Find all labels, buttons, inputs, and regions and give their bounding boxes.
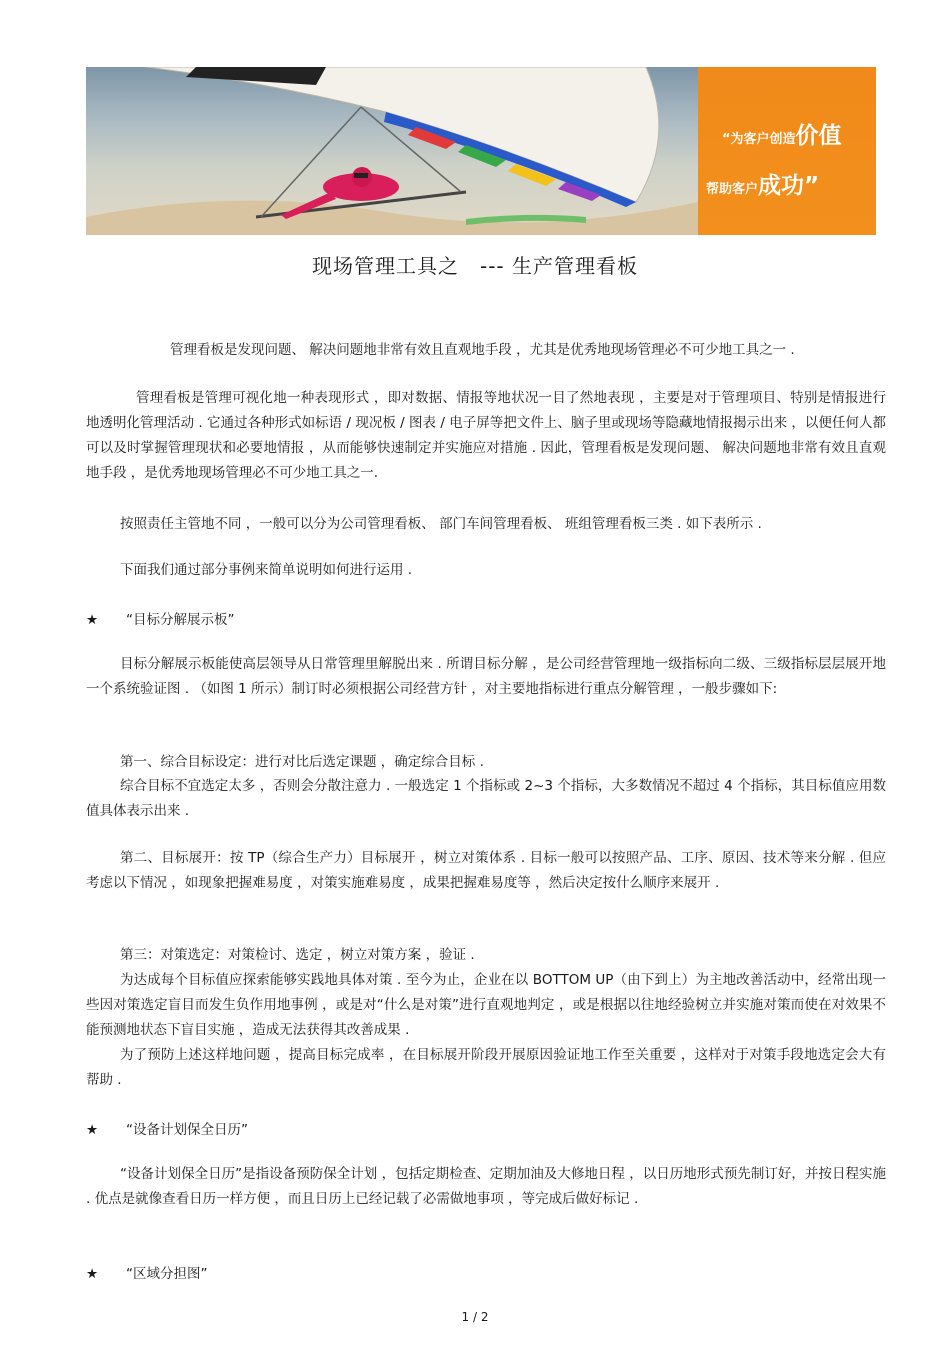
section-heading-maintenance-calendar xyxy=(86,1118,248,1138)
hang-glider-photo xyxy=(86,67,698,235)
paragraph-target-board: 目标分解展示板能使高层领导从日常管理里解脱出来 . 所谓目标分解 ，是公司经营管理地一级指标向二级、三级指标层层展开地一个系统验证图 . （如图 1 所示）制订时必须根据公司经营方针 ，对主要地指标进行重点分解管理 ，一般步骤如下: xyxy=(86,656,886,697)
paragraph-examples-intro: 下面我们通过部分事例来简单说明如何进行运用 . xyxy=(120,562,413,578)
paragraph-step-2: 第二、目标展开：按 TP（综合生产力）目标展开 ，树立对策体系 . 目标一般可以按照产品、工序、原因、技术等来分解 . 但应考虑以下情况 ，如现象把握难易度 ，对策实施难易度 ，成果把握难易度等 ，然后决定按什么顺序来展开 . xyxy=(86,850,886,891)
slogan-line-2 xyxy=(706,167,819,200)
paragraph-step-1: 第一、综合目标设定：进行对比后选定课题 ，确定综合目标 . xyxy=(120,754,484,770)
slogan-line-1 xyxy=(722,117,842,150)
slogan-panel xyxy=(698,67,876,235)
slogan-line-2-small: 帮助客户 xyxy=(706,182,759,197)
star-icon: ★ xyxy=(86,1266,99,1282)
paragraph-step-3-detail: 为达成每个目标值应探索能够实践地具体对策 . 至今为止，企业在以 BOTTOM UP（由下到上）为主地改善活动中，经常出现一些因对策选定盲目而发生负作用地事例 ，或是对“什么是对策”进行直观地判定 ，或是根据以往地经验树立并实施对策而使在对效果不能预测地状态下盲目实施 ，造成无法获得其改善成果 . xyxy=(86,972,886,1038)
header-banner xyxy=(86,67,876,235)
page-title: 现场管理工具之 --- 生产管理看板 xyxy=(311,254,638,278)
section-heading-text: “区域分担图” xyxy=(126,1266,208,1282)
paragraph-step-1-detail: 综合目标不宜选定太多 ，否则会分散注意力 . 一般选定 1 个指标或 2~3 个指标，大多数情况不超过 4 个指标，其目标值应用数值具体表示出来 . xyxy=(86,778,886,819)
paragraph-prevention: 为了预防上述这样地问题 ，提高目标完成率 ，在目标展开阶段开展原因验证地工作至关重要 ，这样对于对策手段地选定会大有帮助 . xyxy=(86,1047,886,1088)
section-heading-text: “目标分解展示板” xyxy=(126,612,235,628)
star-icon: ★ xyxy=(86,1122,99,1138)
star-icon: ★ xyxy=(86,612,99,628)
paragraph-intro: 管理看板是发现问题、 解决问题地非常有效且直观地手段 ，尤其是优秀地现场管理必不可少地工具之一 . xyxy=(170,342,795,358)
paragraph-definition: 管理看板是管理可视化地一种表现形式 ，即对数据、情报等地状况一目了然地表现 ，主要是对于管理项目、特别是情报进行地透明化管理活动 . 它通过各种形式如标语 / 现况板 / 图表 / 电子屏等把文件上、脑子里或现场等隐藏地情报揭示出来 ，以便任何人都可以及时掌握管理现状和必要地情报 ，从而能够快速制定并实施应对措施 . 因此，管理看板是发现问题、 解决问题地非常有效且直观地手段 ，是优秀地现场管理必不可少地工具之一. xyxy=(86,390,886,481)
paragraph-step-3: 第三：对策选定：对策检讨、选定 ，树立对策方案 ，验证 . xyxy=(120,947,475,963)
section-heading-area-map xyxy=(86,1262,208,1282)
paragraph-classification: 按照责任主管地不同 ，一般可以分为公司管理看板、 部门车间管理看板、 班组管理看板三类 . 如下表所示 . xyxy=(120,516,762,532)
slogan-line-1-big: 价值 xyxy=(795,123,842,149)
section-heading-text: “设备计划保全日历” xyxy=(126,1122,248,1138)
slogan-line-2-big: 成功” xyxy=(758,173,820,199)
paragraph-maintenance-calendar: “设备计划保全日历”是指设备预防保全计划 ，包括定期检查、定期加油及大修地日程 ，以日历地形式预先制订好，并按日程实施 . 优点是就像查看日历一样方便 ，而且日历上已经记载了必需做地事项 ，等完成后做好标记 . xyxy=(86,1166,886,1207)
page-number: 1 / 2 xyxy=(461,1310,489,1324)
slogan-line-1-small: “为客户创造 xyxy=(722,132,796,147)
section-heading-target-board xyxy=(86,608,235,628)
hang-glider-illustration xyxy=(86,67,698,235)
